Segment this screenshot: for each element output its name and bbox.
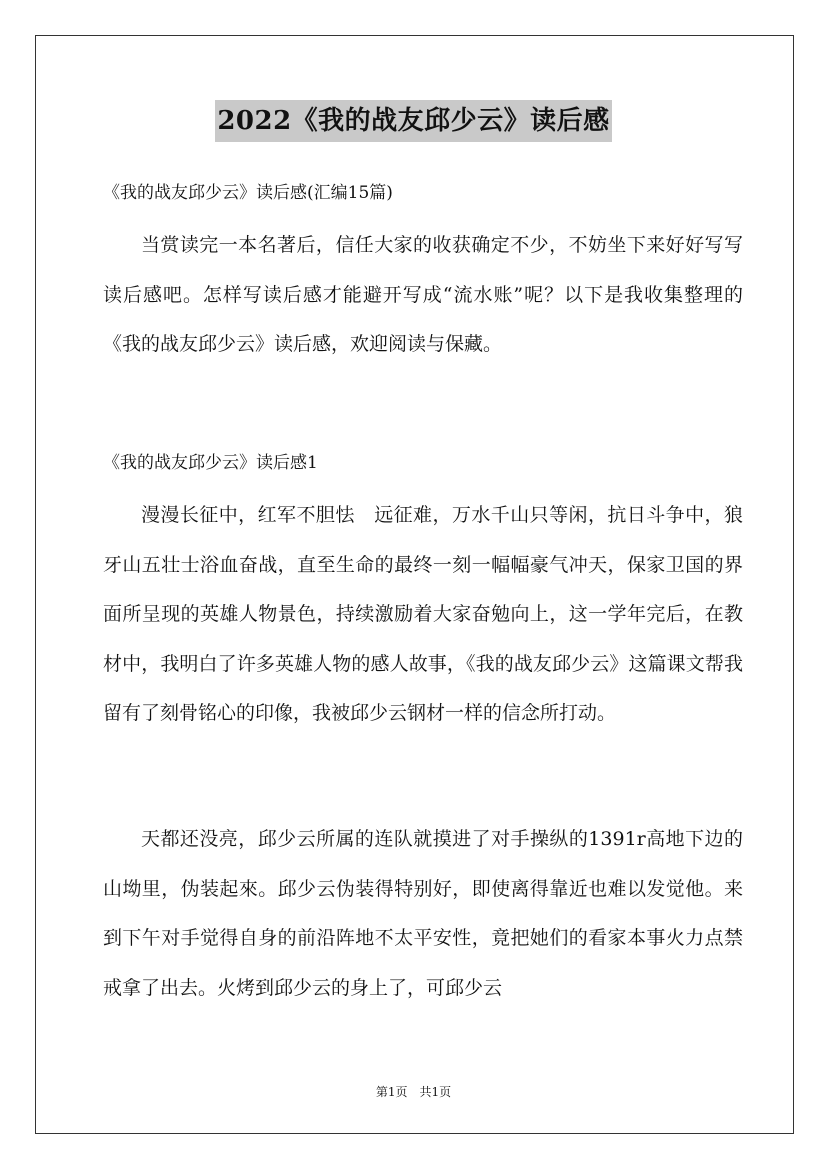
page-footer: 第1页 共1页 — [375, 1085, 452, 1099]
document-subtitle: 《我的战友邱少云》读后感(汇编15篇) — [103, 183, 393, 203]
section-heading: 《我的战友邱少云》读后感1 — [103, 453, 318, 473]
body-paragraph-2: 天都还没亮，邱少云所属的连队就摸进了对手操纵的1391r高地下边的山坳里，伪装起來。邱少云伪装得特别好，即使离得靠近也难以发觉他。来到下午对手觉得自身的前沿阵地不太平安性，竟把她们的看家本事火力点禁戒拿了出去。火烤到邱少云的身上了，可邱少云 — [103, 828, 743, 999]
intro-paragraph: 当赏读完一本名著后，信任大家的收获确定不少，不妨坐下来好好写写读后感吧。怎样写读后感才能避开写成“流水账”呢？以下是我收集整理的《我的战友邱少云》读后感，欢迎阅读与保藏。 — [103, 234, 743, 355]
document-title: 2022《我的战友邱少云》读后感 — [215, 100, 611, 142]
title-container — [0, 100, 827, 142]
body-paragraph-1: 漫漫长征中，红军不胆怯 远征难，万水千山只等闲，抗日斗争中，狼牙山五壮士浴血奋战，直至生命的最终一刻一幅幅豪气冲天，保家卫国的界面所呈现的英雄人物景色，持续激励着大家奋勉向上，这一学年完后，在教材中，我明白了许多英雄人物的感人故事，《我的战友邱少云》这篇课文帮我留有了刻骨铭心的印像，我被邱少云钢材一样的信念所打动。 — [103, 504, 743, 724]
